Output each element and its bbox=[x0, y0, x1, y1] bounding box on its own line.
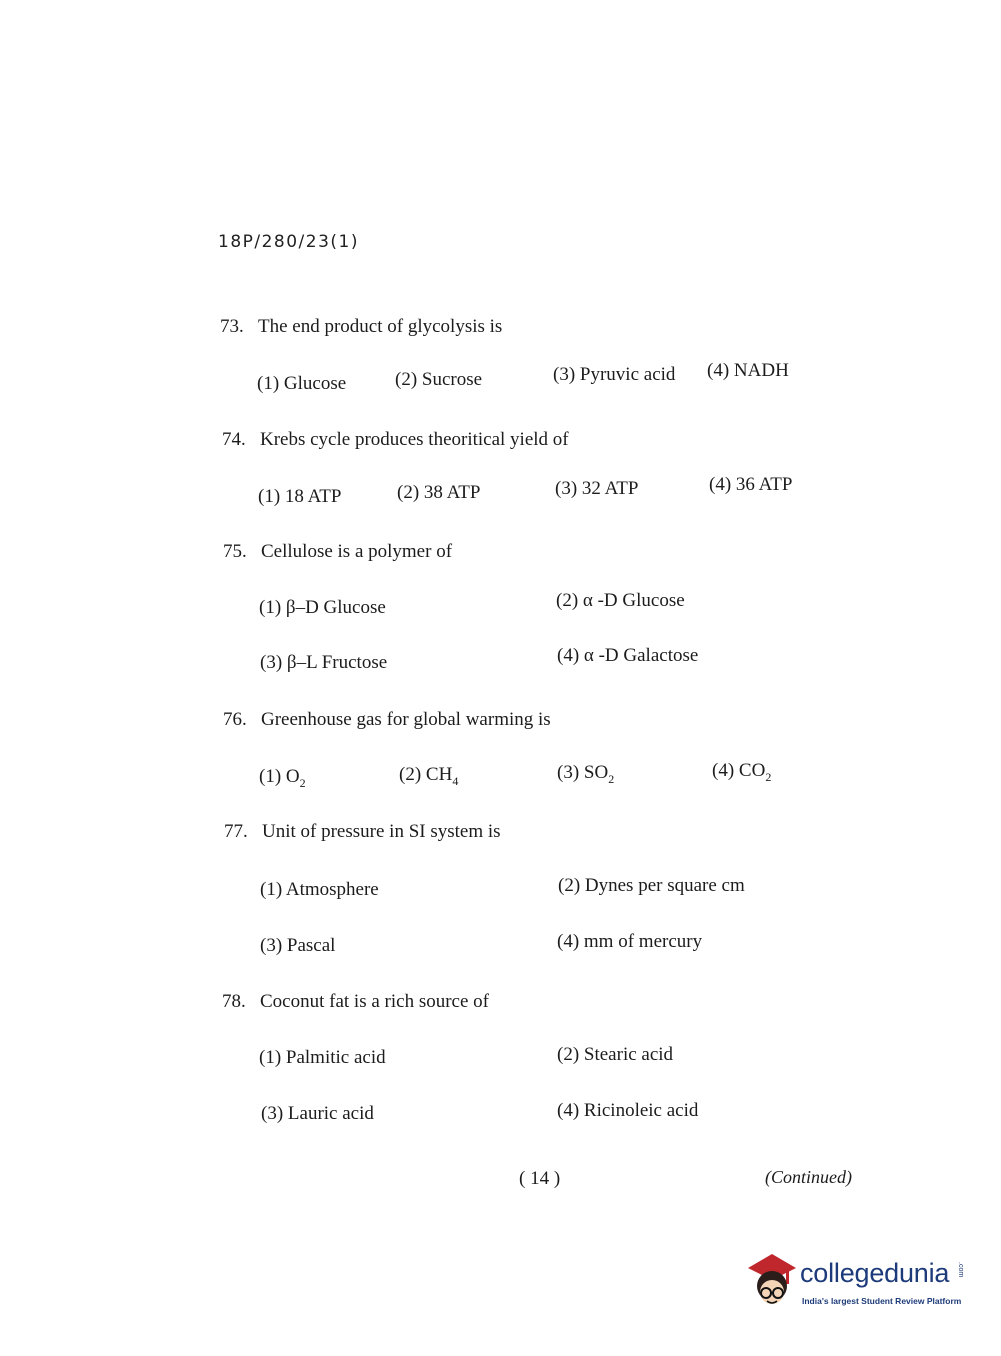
logo-tagline: India's largest Student Review Platform bbox=[802, 1296, 962, 1306]
question-number: 75. bbox=[223, 541, 247, 562]
q75-option-2: (2) α -D Glucose bbox=[556, 590, 685, 611]
question-text: Greenhouse gas for global warming is bbox=[261, 709, 551, 730]
subscript: 2 bbox=[608, 771, 615, 786]
question-text: The end product of glycolysis is bbox=[258, 316, 503, 337]
q78-option-4: (4) Ricinoleic acid bbox=[557, 1100, 699, 1121]
question-number: 73. bbox=[220, 316, 244, 337]
option-text: (1) O bbox=[259, 766, 300, 787]
subscript: 4 bbox=[452, 773, 459, 788]
q77-option-1: (1) Atmosphere bbox=[260, 879, 379, 900]
question-76 bbox=[223, 709, 551, 731]
continued-label: (Continued) bbox=[765, 1167, 852, 1187]
q75-option-4: (4) α -D Galactose bbox=[557, 645, 699, 666]
subscript: 2 bbox=[765, 769, 772, 784]
question-text: Krebs cycle produces theoritical yield of bbox=[260, 429, 569, 450]
option-text: (2) CH bbox=[399, 764, 453, 785]
q74-option-4: (4) 36 ATP bbox=[709, 474, 793, 495]
question-number: 76. bbox=[223, 709, 247, 730]
q74-option-3: (3) 32 ATP bbox=[555, 478, 639, 499]
q78-option-1: (1) Palmitic acid bbox=[259, 1047, 386, 1068]
question-74 bbox=[222, 429, 569, 451]
q75-option-3: (3) β–L Fructose bbox=[260, 652, 388, 673]
question-number: 78. bbox=[222, 991, 246, 1012]
subscript: 2 bbox=[299, 775, 306, 790]
q76-option-4 bbox=[712, 760, 771, 785]
collegedunia-logo bbox=[742, 1250, 972, 1320]
q78-option-2: (2) Stearic acid bbox=[557, 1044, 674, 1065]
question-number: 74. bbox=[222, 429, 246, 450]
question-73 bbox=[220, 316, 502, 338]
q76-option-3 bbox=[557, 762, 614, 787]
q77-option-2: (2) Dynes per square cm bbox=[558, 875, 745, 896]
logo-wordmark: collegedunia bbox=[800, 1258, 950, 1288]
q73-option-1: (1) Glucose bbox=[257, 373, 347, 394]
question-75 bbox=[223, 541, 452, 563]
mascot-icon bbox=[742, 1250, 802, 1316]
logo-domain: .com bbox=[957, 1262, 964, 1278]
option-text: (4) CO bbox=[712, 760, 766, 781]
paper-code: 18P/280/23(1) bbox=[218, 232, 359, 252]
q78-option-3: (3) Lauric acid bbox=[261, 1103, 374, 1124]
q76-option-1 bbox=[259, 766, 306, 791]
q74-option-1: (1) 18 ATP bbox=[258, 486, 342, 507]
page-number: ( 14 ) bbox=[519, 1168, 561, 1189]
question-text: Cellulose is a polymer of bbox=[261, 541, 453, 562]
q73-option-2: (2) Sucrose bbox=[395, 369, 483, 390]
q77-option-3: (3) Pascal bbox=[260, 935, 336, 956]
question-text: Coconut fat is a rich source of bbox=[260, 991, 489, 1012]
question-number: 77. bbox=[224, 821, 248, 842]
q77-option-4: (4) mm of mercury bbox=[557, 931, 703, 952]
q74-option-2: (2) 38 ATP bbox=[397, 482, 481, 503]
question-77 bbox=[224, 821, 501, 843]
question-78 bbox=[222, 991, 489, 1013]
q73-option-3: (3) Pyruvic acid bbox=[553, 364, 676, 385]
option-text: (3) SO bbox=[557, 762, 609, 783]
q76-option-2 bbox=[399, 764, 458, 789]
q75-option-1: (1) β–D Glucose bbox=[259, 597, 386, 618]
question-text: Unit of pressure in SI system is bbox=[262, 821, 501, 842]
q73-option-4: (4) NADH bbox=[707, 360, 789, 381]
